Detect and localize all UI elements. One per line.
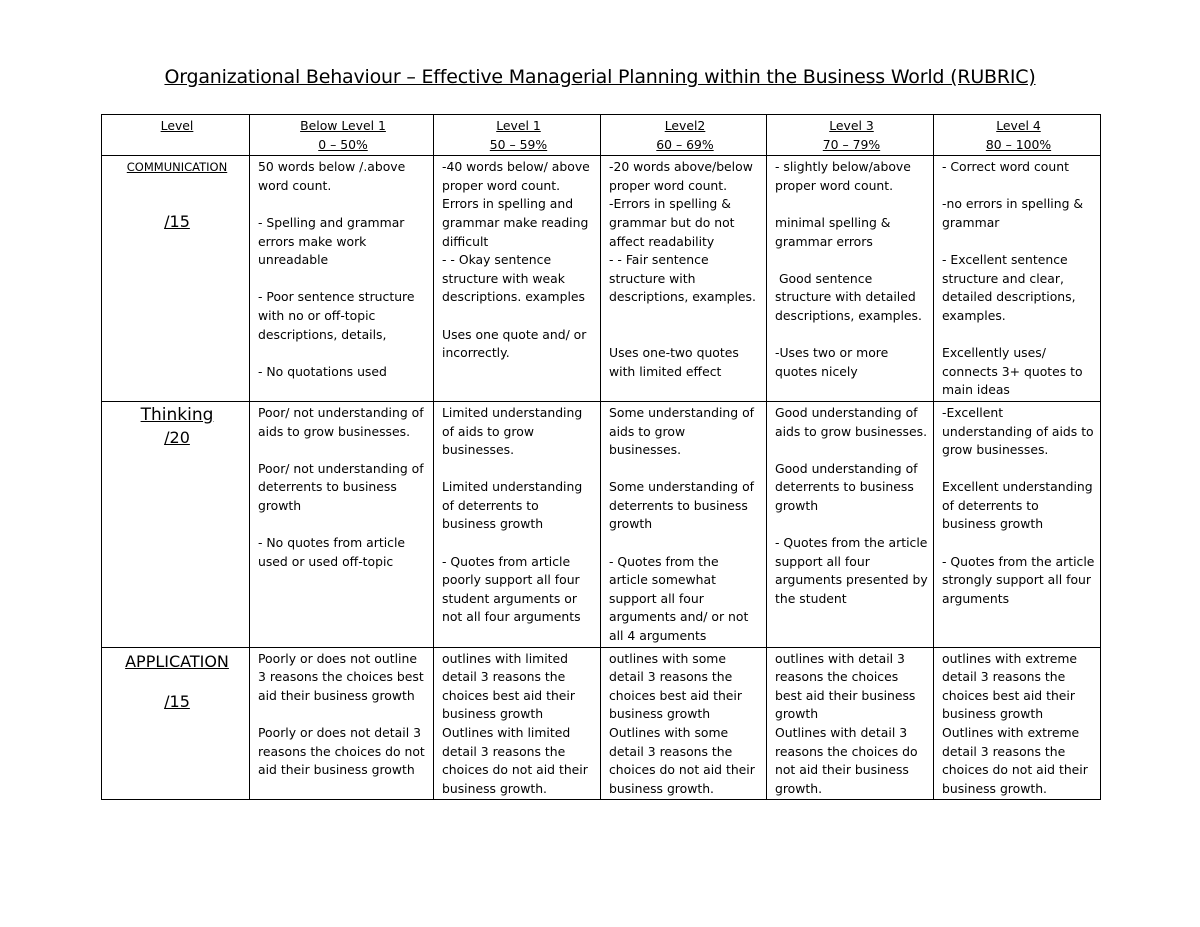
descriptor-line: outlines with detail 3 reasons the choices best aid their business growth [775,650,920,722]
descriptor-line: Outlines with detail 3 reasons the choices do not aid their business growth. [775,725,922,796]
criterion-name: Thinking [140,404,214,425]
descriptor-cell [767,156,934,402]
descriptor-line [609,326,761,345]
descriptor-line: - Correct word count [942,159,1069,175]
descriptor-line [258,195,428,214]
level-label: Level [160,118,194,133]
descriptor-line [609,534,761,553]
level-name: Level 3 [829,118,874,133]
descriptor-line: -40 words below/ above proper word count. [442,159,594,193]
descriptor-line: Uses one quote and/ or incorrectly. [442,326,591,361]
descriptor-cell [601,156,767,402]
descriptor-line [775,515,928,534]
descriptor-line: Outlines with some detail 3 reasons the choices do not aid their business growth. [609,725,759,796]
document-title: Organizational Behaviour – Effective Managerial Planning within the Business World (RUBRIC) [164,66,1036,88]
descriptor-line [775,441,928,460]
criterion-score: /15 [164,692,190,712]
descriptor-line: Outlines with extreme detail 3 reasons the choices do not aid their business growth. [942,725,1092,796]
criterion-name: COMMUNICATION [126,160,228,175]
descriptor-line: Good understanding of aids to grow businesses. [775,404,928,439]
descriptor-line [258,515,428,534]
descriptor-line: -Uses two or more quotes nicely [775,345,893,379]
descriptor-line: - Poor sentence structure with no or off-topic descriptions, details, [258,289,419,342]
descriptor-line: - Quotes from the article support all four arguments presented by the student [775,535,932,606]
table-row [102,156,1101,402]
level-range: 60 – 69% [656,136,714,152]
level-name: Level 4 [996,118,1041,133]
criterion-score: /20 [164,427,190,447]
level-range: 80 – 100% [985,136,1052,152]
descriptor-line: - No quotations used [258,363,387,379]
level-range: 50 – 59% [489,136,548,152]
descriptor-line [775,195,928,214]
descriptor-line: Poorly or does not detail 3 reasons the choices do not aid their business growth [258,725,429,778]
criterion-name: APPLICATION [125,651,229,671]
criterion-score: /15 [164,211,190,231]
descriptor-cell [434,401,601,647]
descriptor-line [609,460,761,479]
descriptor-line: Uses one-two quotes with limited effect [609,345,743,379]
level-header-3 [767,115,934,156]
descriptor-cell [767,401,934,647]
descriptor-line: Some understanding of aids to grow businesses. [609,404,758,458]
descriptor-line: - Excellent sentence structure and clear, detailed descriptions, examples. [942,252,1080,323]
descriptor-line: outlines with limited detail 3 reasons the choices best aid their business growth [442,650,579,722]
descriptor-line: Outlines with limited detail 3 reasons the choices do not aid their business growth. [442,725,592,796]
level-range: 70 – 79% [822,136,881,152]
criterion-cell [102,156,250,402]
descriptor-cell [434,647,601,800]
descriptor-line: Poorly or does not outline 3 reasons the choices best aid their business growth [258,650,428,703]
level-name: Level2 [664,118,706,133]
descriptor-line: Limited understanding of aids to grow businesses. [442,404,587,458]
descriptor-line [258,705,428,724]
descriptor-line [942,233,1095,252]
descriptor-line [942,460,1095,479]
descriptor-line: -Excellent understanding of aids to grow businesses. [942,404,1098,458]
descriptor-line [442,534,595,553]
descriptor-line: -Errors in spelling & grammar but do not affect readability [609,196,739,249]
descriptor-cell [250,156,434,402]
descriptor-line: Good understanding of deterrents to business growth [775,460,922,513]
descriptor-cell [250,401,434,647]
descriptor-cell [601,647,767,800]
level-name: Level 1 [496,118,541,133]
descriptor-line [609,307,761,326]
descriptor-line [942,177,1095,196]
descriptor-cell [434,156,601,402]
level-header-4 [934,115,1101,156]
descriptor-line [775,326,928,345]
descriptor-line: -20 words above/below proper word count. [609,159,757,193]
descriptor-line: - - Fair sentence structure with descriptions, examples. [609,252,756,305]
descriptor-line: 50 words below /.above word count. [258,159,410,193]
descriptor-cell [934,647,1101,800]
descriptor-line [442,307,595,326]
level-header-1 [434,115,601,156]
descriptor-line: - Spelling and grammar errors make work unreadable [258,214,409,268]
descriptor-line [775,251,928,270]
criterion-cell [102,401,250,647]
descriptor-line [442,460,595,479]
descriptor-line: minimal spelling & grammar errors [775,214,895,249]
descriptor-line: -no errors in spelling & grammar [942,196,1088,230]
descriptor-cell [934,156,1101,402]
descriptor-line: Errors in spelling and grammar make reading difficult [442,196,593,249]
descriptor-line [258,344,428,363]
descriptor-line: Excellently uses/ connects 3+ quotes to main ideas [942,345,1087,398]
descriptor-line: - No quotes from article used or used off-topic [258,535,409,569]
descriptor-cell [601,401,767,647]
descriptor-line: - Quotes from the article strongly support all four arguments [942,553,1099,606]
level-header-2 [601,115,767,156]
level-header-below-1 [250,115,434,156]
descriptor-line: - Quotes from the article somewhat support all four arguments and/ or not all 4 arguments [609,553,753,644]
table-row [102,401,1101,647]
descriptor-line: Some understanding of deterrents to business growth [609,479,758,532]
descriptor-line: Excellent understanding of deterrents to business growth [942,479,1097,532]
criterion-cell [102,647,250,800]
descriptor-line: outlines with extreme detail 3 reasons the choices best aid their business growth [942,650,1081,722]
header-row [102,115,1101,156]
descriptor-cell [250,647,434,800]
descriptor-line: - slightly below/above proper word count. [775,159,915,193]
descriptor-line [258,270,428,289]
descriptor-line [942,326,1095,345]
descriptor-line: - - Okay sentence structure with weak descriptions. examples [442,252,586,305]
descriptor-cell [934,401,1101,647]
rubric-table [101,114,1101,800]
level-range: 0 – 50% [318,136,368,152]
level-name: Below Level 1 [300,118,386,133]
descriptor-line: Limited understanding of deterrents to business growth [442,479,587,532]
descriptor-line [942,534,1095,553]
table-row [102,647,1101,800]
level-header-cell [102,115,250,156]
descriptor-line [258,441,428,460]
descriptor-line: Poor/ not understanding of deterrents to business growth [258,460,428,513]
descriptor-cell [767,647,934,800]
descriptor-line: outlines with some detail 3 reasons the choices best aid their business growth [609,650,746,722]
descriptor-line: - Quotes from article poorly support all four student arguments or not all four arguments [442,553,584,625]
descriptor-line: Poor/ not understanding of aids to grow businesses. [258,404,428,439]
descriptor-line: Good sentence structure with detailed descriptions, examples. [775,270,922,323]
